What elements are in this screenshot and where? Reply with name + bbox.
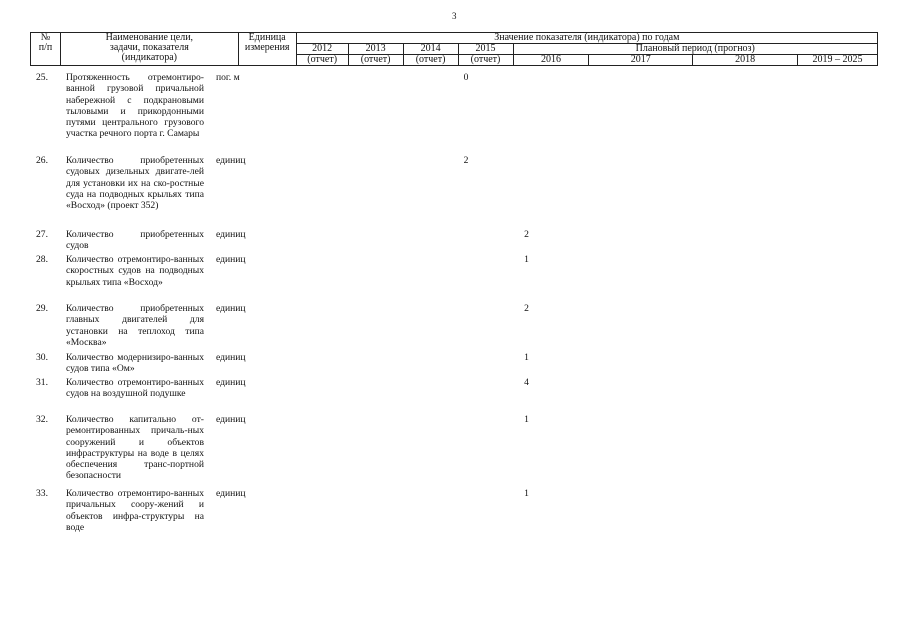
header-note-2014: (отчет): [403, 55, 458, 66]
header-plan-2018: 2018: [693, 55, 798, 66]
row-number: 25.: [36, 72, 48, 83]
unit-of-measure: единиц: [216, 414, 246, 425]
row-number: 32.: [36, 414, 48, 425]
unit-of-measure: единиц: [216, 377, 246, 388]
header-values-title: Значение показателя (индикатора) по годам: [296, 33, 877, 44]
row-number: 33.: [36, 488, 48, 499]
header-year-2013: 2013: [348, 44, 403, 55]
indicator-name: Количество приобретенных судовых дизельных двигате-лей для установки их на ско-ростные суда на подводных крыльях типа «Восход» (проект 352): [66, 155, 204, 212]
indicator-name: Количество отремонтиро-ванных судов на воздушной подушке: [66, 377, 204, 400]
unit-of-measure: единиц: [216, 229, 246, 240]
indicator-name: Количество приобретенных главных двигателей для установки на теплоход типа «Москва»: [66, 303, 204, 348]
header-plan-2019-2025: 2019 – 2025: [798, 55, 878, 66]
indicator-name: Количество капитально от-ремонтированных причаль-ных сооружений и объектов инфраструктуры на воде в целях обеспечения транс-портной безопасности: [66, 414, 204, 482]
indicator-name: Количество приобретенных судов: [66, 229, 204, 252]
header-year-2014: 2014: [403, 44, 458, 55]
header-note-2015: (отчет): [458, 55, 513, 66]
page-number: 3: [452, 11, 457, 21]
unit-of-measure: единиц: [216, 254, 246, 265]
value-2016: 2: [524, 303, 529, 314]
value-2016: 1: [524, 352, 529, 363]
header-year-2012: 2012: [296, 44, 348, 55]
header-plan-2017: 2017: [589, 55, 693, 66]
value-2016: 1: [524, 254, 529, 265]
unit-of-measure: единиц: [216, 488, 246, 499]
indicator-name: Количество отремонтиро-ванных причальных соору-жений и объектов инфра-структуры на воде: [66, 488, 204, 533]
unit-of-measure: единиц: [216, 155, 246, 166]
value-2016: 1: [524, 488, 529, 499]
header-plan-title: Плановый период (прогноз): [513, 44, 878, 55]
value-2016: 2: [524, 229, 529, 240]
header-num: № п/п: [31, 33, 61, 66]
unit-of-measure: единиц: [216, 352, 246, 363]
row-number: 31.: [36, 377, 48, 388]
value-2016: 1: [524, 414, 529, 425]
row-number: 30.: [36, 352, 48, 363]
header-note-2012: (отчет): [296, 55, 348, 66]
row-number: 28.: [36, 254, 48, 265]
row-number: 26.: [36, 155, 48, 166]
indicator-table-header: [30, 32, 878, 66]
indicator-name: Протяженность отремонтиро-ванной грузовой причальной набережной с подкрановыми тыловыми и прикордонными путями центрального грузового участка речного порта г. Самары: [66, 72, 204, 140]
unit-of-measure: единиц: [216, 303, 246, 314]
indicator-name: Количество модернизиро-ванных судов типа «Ом»: [66, 352, 204, 375]
unit-of-measure: пог. м: [216, 72, 240, 83]
value-2015: 2: [463, 155, 469, 166]
header-name: Наименование цели, задачи, показателя (индикатора): [60, 33, 238, 66]
value-2015: 0: [463, 72, 469, 83]
value-2016: 4: [524, 377, 529, 388]
row-number: 27.: [36, 229, 48, 240]
row-number: 29.: [36, 303, 48, 314]
indicator-name: Количество отремонтиро-ванных скоростных судов на подводных крыльях типа «Восход»: [66, 254, 204, 288]
header-unit: Единица измерения: [238, 33, 296, 66]
header-plan-2016: 2016: [513, 55, 589, 66]
header-year-2015: 2015: [458, 44, 513, 55]
header-note-2013: (отчет): [348, 55, 403, 66]
